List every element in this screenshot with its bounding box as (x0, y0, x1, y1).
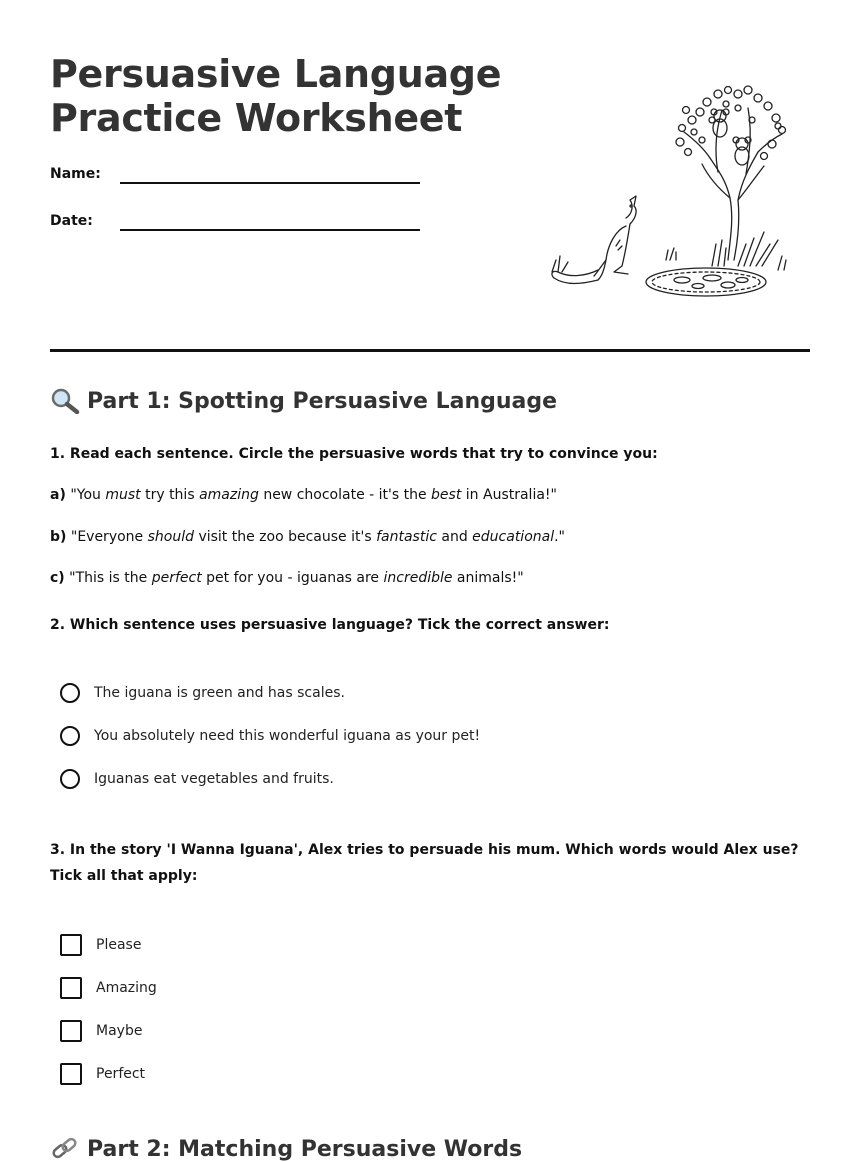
header-divider (50, 349, 810, 352)
date-line[interactable] (120, 229, 420, 231)
worksheet-page (50, 0, 810, 1162)
persuasive-word: should (147, 529, 194, 545)
date-field[interactable] (50, 213, 420, 237)
q3-option-4[interactable] (60, 1061, 145, 1087)
sentence-c: c) "This is the perfect pet for you - iguanas are incredible animals!" (50, 570, 524, 586)
checkbox[interactable] (60, 977, 82, 999)
title-line-1: Persuasive Language (50, 52, 502, 96)
option-label: Please (96, 937, 142, 953)
q3-option-2[interactable] (60, 975, 157, 1001)
part-1-title: Part 1: Spotting Persuasive Language (87, 388, 558, 414)
q2-option-1[interactable] (60, 680, 345, 706)
option-label: Amazing (96, 980, 157, 996)
date-label: Date: (50, 213, 93, 229)
option-label: Iguanas eat vegetables and fruits. (94, 771, 334, 787)
checkbox[interactable] (60, 934, 82, 956)
option-label: You absolutely need this wonderful iguana as your pet! (94, 728, 481, 744)
question-2-prompt: 2. Which sentence uses persuasive language? Tick the correct answer: (50, 617, 610, 633)
sentence-a: a) "You must try this amazing new chocolate - it's the best in Australia!" (50, 487, 557, 503)
name-field[interactable] (50, 166, 420, 190)
persuasive-word: amazing (199, 487, 259, 503)
name-label: Name: (50, 166, 101, 182)
question-3-prompt: 3. In the story 'I Wanna Iguana', Alex tries to persuade his mum. Which words would Alex use? Tick all that apply: (50, 842, 799, 884)
radio-button[interactable] (60, 683, 80, 703)
persuasive-word: fantastic (376, 529, 437, 545)
option-label: Maybe (96, 1023, 143, 1039)
radio-button[interactable] (60, 769, 80, 789)
persuasive-word: perfect (151, 570, 202, 586)
worksheet-header (50, 0, 810, 352)
option-label: The iguana is green and has scales. (94, 685, 345, 701)
link-icon (50, 1136, 80, 1162)
persuasive-word: best (431, 487, 462, 503)
part-1-heading (50, 388, 557, 414)
checkbox[interactable] (60, 1020, 82, 1042)
sentence-b: b) "Everyone should visit the zoo because it's fantastic and educational." (50, 529, 565, 545)
tree-foliage (676, 86, 786, 160)
persuasive-word: must (105, 487, 141, 503)
koala-1 (711, 109, 729, 137)
part-2-title: Part 2: Matching Persuasive Words (87, 1136, 523, 1162)
radio-button[interactable] (60, 726, 80, 746)
title-line-2: Practice Worksheet (50, 96, 463, 140)
checkbox[interactable] (60, 1063, 82, 1085)
persuasive-word: educational (472, 529, 555, 545)
persuasive-word: incredible (383, 570, 453, 586)
question-1-prompt: 1. Read each sentence. Circle the persuasive words that try to convince you: (50, 446, 658, 462)
part-2-heading (50, 1136, 522, 1162)
koala-2 (733, 137, 751, 165)
page-title (50, 52, 501, 140)
kangaroo (552, 196, 636, 284)
q2-option-3[interactable] (60, 766, 334, 792)
q3-option-3[interactable] (60, 1018, 142, 1044)
q3-option-1[interactable] (60, 932, 141, 958)
q2-option-2[interactable] (60, 723, 480, 749)
option-label: Perfect (96, 1066, 146, 1082)
magnifying-glass-icon (50, 388, 80, 414)
name-line[interactable] (120, 182, 420, 184)
kangaroo-tree-illustration (542, 80, 792, 300)
